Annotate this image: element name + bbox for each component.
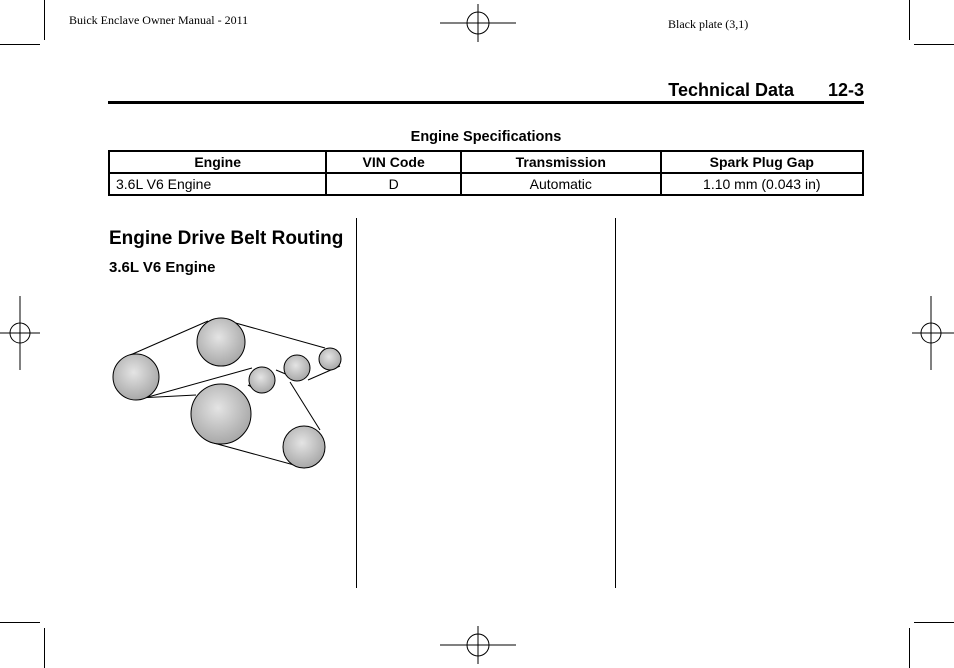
pulley (284, 355, 310, 381)
crop-mark (909, 628, 910, 668)
section-title: Technical Data (668, 80, 794, 100)
table-header-row (109, 151, 863, 173)
column-divider (356, 218, 357, 588)
registration-mark-icon (0, 296, 40, 370)
registration-mark-icon (912, 296, 954, 370)
pulley (249, 367, 275, 393)
pulley (319, 348, 341, 370)
belt-routing-heading: Engine Drive Belt Routing (109, 228, 344, 249)
engine-spec-table (108, 150, 864, 196)
manual-title: Buick Enclave Owner Manual - 2011 (69, 13, 249, 27)
table-cell: D (326, 173, 461, 195)
pulley (191, 384, 251, 444)
column-header: VIN Code (326, 151, 461, 173)
table-cell: 1.10 mm (0.043 in) (661, 173, 863, 195)
registration-mark-icon (440, 626, 516, 664)
crop-mark (914, 44, 954, 45)
crop-mark (909, 0, 910, 40)
table-caption: Engine Specifications (410, 129, 562, 145)
pulley (283, 426, 325, 468)
crop-mark (44, 0, 45, 40)
column-divider (615, 218, 616, 588)
page-number: 12-3 (827, 80, 864, 100)
pulley (113, 354, 159, 400)
pulley (197, 318, 245, 366)
crop-mark (0, 622, 40, 623)
column-header: Spark Plug Gap (661, 151, 863, 173)
belt-routing-diagram-icon (108, 312, 348, 477)
crop-mark (44, 628, 45, 668)
column-header: Engine (109, 151, 326, 173)
registration-mark-icon (440, 4, 516, 42)
section-rule (108, 101, 864, 104)
engine-subheading: 3.6L V6 Engine (109, 259, 216, 276)
plate-label: Black plate (3,1) (668, 17, 749, 31)
table-cell: 3.6L V6 Engine (109, 173, 326, 195)
table-cell: Automatic (461, 173, 661, 195)
table-row (109, 173, 863, 195)
crop-mark (914, 622, 954, 623)
column-header: Transmission (461, 151, 661, 173)
crop-mark (0, 44, 40, 45)
